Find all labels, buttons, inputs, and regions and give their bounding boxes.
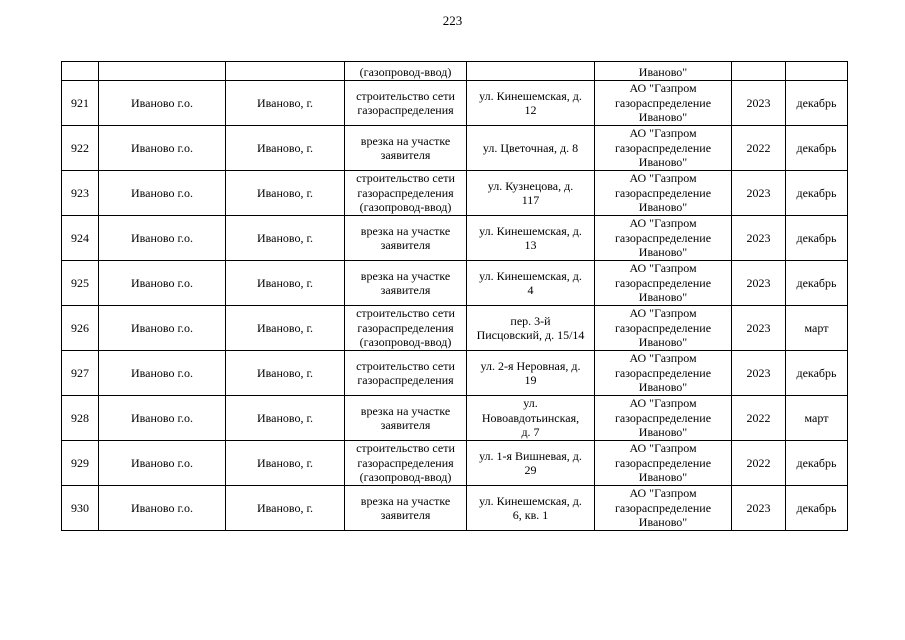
- cell-settlement: [226, 216, 345, 261]
- cell-month: [786, 306, 848, 351]
- cell-text: газораспределение: [614, 185, 712, 200]
- cell-text: 13: [524, 238, 537, 252]
- cell-year: [732, 441, 786, 486]
- cell-organization: [595, 126, 732, 171]
- cell-address: [467, 81, 595, 126]
- cell-text: декабрь: [796, 185, 837, 200]
- cell-text: врезка на участке: [360, 223, 451, 238]
- cell-text: 930: [71, 500, 89, 515]
- cell-year: [732, 261, 786, 306]
- gasification-table: [61, 61, 848, 531]
- cell-text: 117: [521, 193, 540, 207]
- cell-text: д. 7: [521, 425, 540, 440]
- cell-text: АО "Газпром: [629, 216, 697, 231]
- cell-text: Иваново г.о.: [130, 95, 194, 110]
- cell-text: заявителя: [380, 238, 431, 252]
- cell-settlement: [226, 306, 345, 351]
- cell-text: Иваново": [638, 335, 688, 350]
- cell-text: газораспределение: [614, 140, 712, 155]
- cell-number: [62, 441, 99, 486]
- cell-text: 2023: [746, 365, 771, 380]
- cell-text: 29: [524, 463, 537, 477]
- cell-settlement: [226, 441, 345, 486]
- cell-text: Иваново": [638, 380, 688, 395]
- cell-text: 923: [71, 185, 89, 200]
- cell-year: [732, 126, 786, 171]
- cell-year: [732, 486, 786, 531]
- table-row: [62, 216, 848, 261]
- cell-text: декабрь: [796, 230, 837, 245]
- cell-month: [786, 216, 848, 261]
- cell-text: Иваново": [638, 64, 688, 79]
- cell-text: 921: [71, 95, 89, 110]
- table-row: [62, 261, 848, 306]
- cell-text: Иваново, г.: [256, 185, 314, 200]
- cell-address: [467, 396, 595, 441]
- cell-text: заявителя: [380, 148, 431, 162]
- cell-text: Иваново г.о.: [130, 140, 194, 155]
- cell-text: март: [804, 320, 829, 335]
- cell-organization: [595, 171, 732, 216]
- cell-month: [786, 126, 848, 171]
- cell-address: [467, 351, 595, 396]
- cell-number: [62, 171, 99, 216]
- cell-district: [99, 306, 226, 351]
- cell-text: Иваново г.о.: [130, 500, 194, 515]
- cell-text: Иваново": [638, 515, 688, 530]
- cell-district: [99, 171, 226, 216]
- cell-district: [99, 81, 226, 126]
- cell-text: АО "Газпром: [629, 261, 697, 276]
- cell-text: Иваново, г.: [256, 455, 314, 470]
- cell-text: Иваново, г.: [256, 95, 314, 110]
- table-row: [62, 171, 848, 216]
- cell-text: декабрь: [796, 455, 837, 470]
- cell-work-type: [345, 81, 467, 126]
- cell-text: газораспределение: [614, 95, 712, 110]
- cell-text: Иваново": [638, 110, 688, 125]
- cell-text: ул. 1-я Вишневая, д.: [479, 448, 582, 463]
- cell-text: ул. Кузнецова, д.: [487, 178, 574, 193]
- cell-settlement: [226, 171, 345, 216]
- cell-number: [62, 216, 99, 261]
- cell-text: 6, кв. 1: [512, 508, 549, 522]
- table-row: [62, 126, 848, 171]
- cell-organization: [595, 486, 732, 531]
- cell-text: декабрь: [796, 95, 837, 110]
- cell-organization: [595, 216, 732, 261]
- cell-text: Иваново г.о.: [130, 410, 194, 425]
- table-row: [62, 486, 848, 531]
- cell-work-type: [345, 351, 467, 396]
- cell-number: [62, 486, 99, 531]
- cell-text: врезка на участке: [360, 403, 451, 418]
- cell-text: АО "Газпром: [629, 126, 697, 141]
- cell-work-type: [345, 171, 467, 216]
- cell-district: [99, 486, 226, 531]
- cell-text: Иваново, г.: [256, 275, 314, 290]
- cell-text: декабрь: [796, 140, 837, 155]
- cell-text: строительство сети: [356, 358, 455, 373]
- cell-text: заявителя: [380, 508, 431, 522]
- cell-text: декабрь: [796, 275, 837, 290]
- cell-address: [467, 486, 595, 531]
- cell-text: газораспределение: [614, 320, 712, 335]
- cell-district: [99, 351, 226, 396]
- cell-month: [786, 62, 848, 81]
- cell-month: [786, 351, 848, 396]
- cell-text: ул. Цветочная, д. 8: [482, 140, 579, 155]
- cell-text: 2022: [746, 455, 771, 470]
- cell-text: АО "Газпром: [629, 396, 697, 411]
- cell-year: [732, 171, 786, 216]
- cell-month: [786, 81, 848, 126]
- cell-month: [786, 171, 848, 216]
- cell-district: [99, 441, 226, 486]
- cell-text: АО "Газпром: [629, 81, 697, 96]
- table-row: [62, 396, 848, 441]
- cell-text: газораспределение: [614, 365, 712, 380]
- cell-text: (газопровод-ввод): [359, 200, 452, 215]
- cell-settlement: [226, 396, 345, 441]
- cell-text: газораспределение: [614, 410, 712, 425]
- cell-settlement: [226, 261, 345, 306]
- cell-text: ул. Кинешемская, д.: [479, 493, 582, 508]
- cell-text: АО "Газпром: [629, 486, 697, 501]
- cell-address: [467, 441, 595, 486]
- cell-text: строительство сети: [356, 88, 455, 103]
- cell-month: [786, 486, 848, 531]
- cell-text: (газопровод-ввод): [359, 470, 452, 485]
- cell-text: декабрь: [796, 365, 837, 380]
- cell-text: Иваново, г.: [256, 410, 314, 425]
- cell-work-type: [345, 216, 467, 261]
- cell-text: Иваново г.о.: [130, 365, 194, 380]
- cell-text: 2023: [746, 95, 771, 110]
- cell-text: пер. 3-й: [510, 313, 551, 328]
- cell-text: газораспределения: [357, 455, 454, 470]
- cell-organization: [595, 81, 732, 126]
- cell-text: ул. Кинешемская, д.: [479, 223, 582, 238]
- cell-text: строительство сети: [356, 441, 455, 456]
- cell-district: [99, 62, 226, 81]
- cell-number: [62, 351, 99, 396]
- cell-settlement: [226, 62, 345, 81]
- cell-text: ул. Кинешемская, д.: [479, 88, 582, 103]
- cell-text: 927: [71, 365, 89, 380]
- cell-organization: [595, 261, 732, 306]
- cell-text: газораспределения: [357, 103, 454, 117]
- cell-address: [467, 261, 595, 306]
- cell-settlement: [226, 351, 345, 396]
- cell-text: 925: [71, 275, 89, 290]
- cell-number: [62, 81, 99, 126]
- cell-text: Иваново": [638, 155, 688, 170]
- cell-text: АО "Газпром: [629, 171, 697, 186]
- cell-text: 2022: [746, 140, 771, 155]
- cell-work-type: [345, 396, 467, 441]
- cell-text: 2022: [746, 410, 771, 425]
- cell-text: Иваново, г.: [256, 140, 314, 155]
- cell-text: АО "Газпром: [629, 351, 697, 366]
- cell-text: 2023: [746, 320, 771, 335]
- cell-text: 928: [71, 410, 89, 425]
- cell-year: [732, 81, 786, 126]
- cell-text: 12: [524, 103, 537, 117]
- cell-work-type: [345, 441, 467, 486]
- cell-text: Иваново г.о.: [130, 185, 194, 200]
- cell-text: 924: [71, 230, 89, 245]
- cell-number: [62, 126, 99, 171]
- cell-text: заявителя: [380, 283, 431, 297]
- cell-text: врезка на участке: [360, 133, 451, 148]
- cell-text: Иваново, г.: [256, 320, 314, 335]
- cell-work-type: [345, 261, 467, 306]
- cell-text: газораспределение: [614, 455, 712, 470]
- cell-number: [62, 62, 99, 81]
- table-row: [62, 306, 848, 351]
- cell-district: [99, 216, 226, 261]
- cell-text: 4: [527, 283, 534, 297]
- cell-text: газораспределения: [357, 185, 454, 200]
- cell-year: [732, 306, 786, 351]
- cell-text: Иваново г.о.: [130, 320, 194, 335]
- cell-number: [62, 261, 99, 306]
- cell-text: 2023: [746, 230, 771, 245]
- cell-text: 2023: [746, 275, 771, 290]
- cell-text: газораспределение: [614, 500, 712, 515]
- cell-text: газораспределение: [614, 275, 712, 290]
- cell-text: врезка на участке: [360, 493, 451, 508]
- cell-work-type: [345, 306, 467, 351]
- cell-month: [786, 261, 848, 306]
- cell-number: [62, 306, 99, 351]
- cell-text: 926: [71, 320, 89, 335]
- cell-text: врезка на участке: [360, 268, 451, 283]
- cell-organization: [595, 396, 732, 441]
- cell-text: Новоавдотьинская,: [481, 410, 580, 425]
- cell-text: Иваново": [638, 290, 688, 305]
- cell-text: газораспределения: [357, 320, 454, 335]
- cell-text: Иваново г.о.: [130, 455, 194, 470]
- cell-text: строительство сети: [356, 306, 455, 321]
- cell-address: [467, 62, 595, 81]
- cell-address: [467, 126, 595, 171]
- cell-district: [99, 261, 226, 306]
- table-body: [62, 62, 848, 531]
- cell-text: 929: [71, 455, 89, 470]
- cell-text: ул. 2-я Неровная, д.: [480, 358, 581, 373]
- cell-text: 19: [524, 373, 537, 387]
- cell-organization: [595, 441, 732, 486]
- cell-address: [467, 216, 595, 261]
- cell-text: ул.: [523, 396, 538, 411]
- cell-number: [62, 396, 99, 441]
- cell-district: [99, 396, 226, 441]
- cell-month: [786, 396, 848, 441]
- cell-text: март: [804, 410, 829, 425]
- cell-text: Иваново": [638, 245, 688, 260]
- cell-address: [467, 171, 595, 216]
- cell-text: (газопровод-ввод): [359, 335, 452, 350]
- cell-text: заявителя: [380, 418, 431, 432]
- cell-text: строительство сети: [356, 171, 455, 186]
- cell-text: Иваново": [638, 470, 688, 485]
- cell-text: Иваново г.о.: [130, 230, 194, 245]
- cell-text: 2023: [746, 185, 771, 200]
- table-row: [62, 441, 848, 486]
- cell-text: 922: [71, 140, 89, 155]
- cell-year: [732, 216, 786, 261]
- cell-text: газораспределение: [614, 230, 712, 245]
- cell-settlement: [226, 486, 345, 531]
- cell-settlement: [226, 126, 345, 171]
- cell-text: Иваново, г.: [256, 500, 314, 515]
- cell-organization: [595, 306, 732, 351]
- cell-address: [467, 306, 595, 351]
- cell-year: [732, 351, 786, 396]
- cell-text: декабрь: [796, 500, 837, 515]
- cell-year: [732, 396, 786, 441]
- cell-text: газораспределения: [357, 373, 454, 387]
- cell-organization: [595, 351, 732, 396]
- continued-row: [62, 62, 848, 81]
- cell-text: АО "Газпром: [629, 306, 697, 321]
- cell-text: АО "Газпром: [629, 441, 697, 456]
- cell-text: Иваново г.о.: [130, 275, 194, 290]
- cell-text: Иваново": [638, 425, 688, 440]
- cell-text: (газопровод-ввод): [359, 64, 452, 79]
- cell-settlement: [226, 81, 345, 126]
- page-number: 223: [442, 13, 463, 28]
- cell-text: Иваново": [638, 200, 688, 215]
- cell-work-type: [345, 126, 467, 171]
- cell-text: 2023: [746, 500, 771, 515]
- cell-text: Писцовский, д. 15/14: [476, 328, 585, 342]
- cell-organization: [595, 62, 732, 81]
- cell-work-type: [345, 62, 467, 81]
- cell-district: [99, 126, 226, 171]
- table-row: [62, 351, 848, 396]
- table-row: [62, 81, 848, 126]
- cell-text: Иваново, г.: [256, 230, 314, 245]
- cell-year: [732, 62, 786, 81]
- cell-text: Иваново, г.: [256, 365, 314, 380]
- cell-text: ул. Кинешемская, д.: [479, 268, 582, 283]
- cell-month: [786, 441, 848, 486]
- cell-work-type: [345, 486, 467, 531]
